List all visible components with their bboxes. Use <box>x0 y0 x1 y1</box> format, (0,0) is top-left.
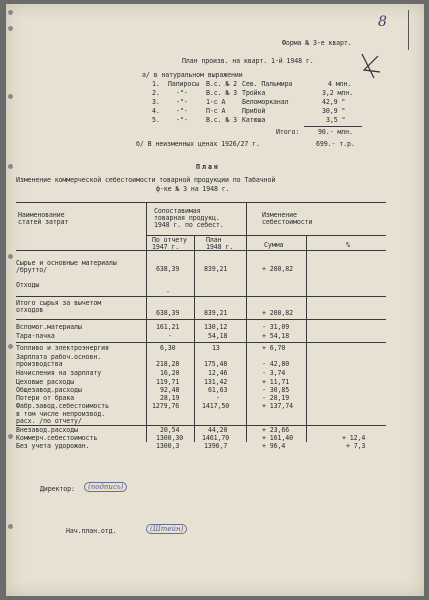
item-kind: -"- <box>176 89 188 97</box>
table-subheader-plan: План 1948 г. <box>206 236 234 251</box>
item-qty: 30,9 " <box>322 107 346 115</box>
table-col-rule <box>306 235 307 442</box>
table-top-rule <box>16 202 386 203</box>
row-value-1947: 161,21 <box>156 323 180 331</box>
row-value-plan: 54,18 <box>208 332 228 340</box>
row-cost-item: Топливо и электроэнергия <box>16 344 109 352</box>
row-value-plan: 1396,7 <box>204 442 228 450</box>
row-value-1947: 16,20 <box>160 369 180 377</box>
item-number: 1. <box>152 80 160 88</box>
plan-subtitle-line-1: Изменение коммерческой себестоимости товарной продукции по Табачной <box>16 176 276 184</box>
director-signature: (подпись) <box>84 482 127 492</box>
row-change-sum: - 28,19 <box>262 394 290 402</box>
row-change-sum: + 23,66 <box>262 426 290 434</box>
row-cost-item: Фабр.завод.себестоимость <box>16 402 109 410</box>
row-value-plan: 13 <box>212 344 220 352</box>
row-change-sum: - 30,85 <box>262 386 290 394</box>
table-header-comparable-output: Сопоставимая товарная продукц. 1948 г. по себест. <box>154 207 224 229</box>
row-value-1947: 1300,3 <box>156 442 180 450</box>
row-change-sum: + 161,40 <box>262 434 293 442</box>
row-change-pct: + 12,4 <box>342 434 366 442</box>
binding-hole <box>8 254 13 259</box>
row-change-sum: + 54,18 <box>262 332 290 340</box>
row-cost-item: Отходы <box>16 281 40 289</box>
director-label: Директор: <box>40 485 75 493</box>
item-number: 4. <box>152 107 160 115</box>
row-cost-item: Тара-пачка <box>16 332 55 340</box>
row-change-sum: + 11,71 <box>262 378 290 386</box>
table-subheader-pct: % <box>346 241 350 249</box>
item-name: Катюша <box>242 116 266 124</box>
total-rule <box>304 126 362 127</box>
row-cost-item: Цеховые расходы <box>16 378 75 386</box>
table-header-rule <box>16 250 386 251</box>
row-value-plan: 131,42 <box>204 378 228 386</box>
table-subheader-1947: По отчету 1947 г. <box>152 236 187 251</box>
row-value-plan: 839,21 <box>204 309 228 317</box>
row-value-1947: - <box>166 288 170 296</box>
row-cost-item: Коммерч.себестоимость <box>16 434 98 442</box>
row-value-plan: 12,46 <box>208 369 228 377</box>
binding-hole <box>8 26 13 31</box>
item-qty: 4 млн. <box>328 80 352 88</box>
row-value-1947: 218,28 <box>156 360 180 368</box>
row-value-plan: 1461,70 <box>202 434 230 442</box>
row-value-plan: 839,21 <box>204 265 228 273</box>
binding-hole <box>8 524 13 529</box>
item-kind: -"- <box>176 98 188 106</box>
row-cost-item: Внезавод.расходы <box>16 426 78 434</box>
form-label: Форма № 3-е кварт. <box>282 39 352 47</box>
row-value-plan: 61,63 <box>208 386 228 394</box>
row-value-plan: 1417,50 <box>202 402 230 410</box>
item-grade: В.с. № 2 <box>206 80 237 88</box>
row-rule <box>16 296 386 297</box>
row-value-plan: 44,20 <box>208 426 228 434</box>
row-cost-item: Общезавод.расходы <box>16 386 82 394</box>
page-number: 8 <box>378 14 387 30</box>
item-number: 2. <box>152 89 160 97</box>
table-col-rule <box>194 235 195 442</box>
binding-hole <box>8 94 13 99</box>
plan-subtitle-line-2: ф-ке № 3 на 1948 г. <box>156 185 230 193</box>
row-cost-item: Итого сырья за вычетом отходов <box>16 299 102 314</box>
table-col-rule <box>146 202 147 442</box>
planning-head-signature: (Штейн) <box>146 524 187 534</box>
item-name: Сев. Пальмира <box>242 80 293 88</box>
section-b-value: 699.- т.р. <box>316 140 355 148</box>
handwritten-mark <box>356 50 384 82</box>
table-col-rule <box>246 202 247 442</box>
item-number: 3. <box>152 98 160 106</box>
item-qty: 3,2 млн. <box>322 89 353 97</box>
item-kind: -"- <box>176 116 188 124</box>
binding-holes <box>6 4 16 596</box>
table-header-cost-items: Наименование статей затрат <box>18 211 69 226</box>
binding-hole <box>8 164 13 169</box>
row-cost-item: Сырье и основные материалы /брутто/ <box>16 259 117 274</box>
plan-heading: План <box>196 163 220 171</box>
row-value-1947: 92,48 <box>160 386 180 394</box>
row-change-sum: + 200,82 <box>262 309 293 317</box>
document-page <box>6 4 424 596</box>
row-cost-item: Потери от брака <box>16 394 75 402</box>
row-value-1947: 119,71 <box>156 378 180 386</box>
item-grade: 1-с А <box>206 98 226 106</box>
binding-hole <box>8 10 13 15</box>
row-cost-item: Без учета удорожан. <box>16 442 90 450</box>
item-number: 5. <box>152 116 160 124</box>
row-value-1947: 28,19 <box>160 394 180 402</box>
item-kind: -"- <box>176 107 188 115</box>
row-change-sum: + 137,74 <box>262 402 293 410</box>
item-qty: 42,9 " <box>322 98 346 106</box>
item-qty: 3,5 " <box>326 116 346 124</box>
row-cost-item: в том числе непроизвод. расх. /по отчету/ <box>16 410 106 425</box>
row-rule <box>16 319 386 320</box>
row-value-1947: 20,54 <box>160 426 180 434</box>
row-change-sum: + 200,82 <box>262 265 293 273</box>
row-rule <box>16 342 386 343</box>
row-value-1947: 1279,76 <box>152 402 180 410</box>
row-value-plan: 175,48 <box>204 360 228 368</box>
item-grade: В.с. № 3 <box>206 116 237 124</box>
margin-rule <box>408 10 409 50</box>
item-grade: В.с. № 3 <box>206 89 237 97</box>
plan-title: План произв. на кварт. 1-й 1948 г. <box>182 57 314 65</box>
item-kind: Папиросы <box>168 80 199 88</box>
row-change-sum: - 42,80 <box>262 360 290 368</box>
row-change-sum: + 6,70 <box>262 344 286 352</box>
row-cost-item: Вспомог.материалы <box>16 323 82 331</box>
planning-head-label: Нач.план.отд. <box>66 527 117 535</box>
item-name: Прибой <box>242 107 266 115</box>
table-subheader-sum: Сумма <box>264 241 284 249</box>
row-change-sum: - 31,09 <box>262 323 290 331</box>
row-value-plan: 130,12 <box>204 323 228 331</box>
binding-hole <box>8 344 13 349</box>
row-value-1947: 6,30 <box>160 344 176 352</box>
section-b-label: б/ В неизменных ценах 1926/27 г. <box>136 140 260 148</box>
row-value-1947: 1300,30 <box>156 434 184 442</box>
row-value-1947: 638,39 <box>156 265 180 273</box>
row-cost-item: Зарплата рабоч.основн. производства <box>16 353 102 368</box>
total-label: Итого: <box>276 128 300 136</box>
section-a-label: а/ в натуральном выражении <box>142 71 243 79</box>
row-change-pct: + 7,3 <box>346 442 366 450</box>
total-value: 90.- млн. <box>318 128 353 136</box>
row-value-1947: 638,39 <box>156 309 180 317</box>
table-header-cost-change: Изменение себестоимости <box>262 211 313 226</box>
row-value-1947: - <box>168 332 172 340</box>
item-name: Беломорканал <box>242 98 289 106</box>
binding-hole <box>8 434 13 439</box>
row-change-sum: + 96,4 <box>262 442 286 450</box>
row-cost-item: Начисления на зарплату <box>16 369 102 377</box>
item-grade: П-с А <box>206 107 226 115</box>
item-name: Тройка <box>242 89 266 97</box>
row-change-sum: - 3,74 <box>262 369 286 377</box>
row-value-plan: - <box>216 394 220 402</box>
